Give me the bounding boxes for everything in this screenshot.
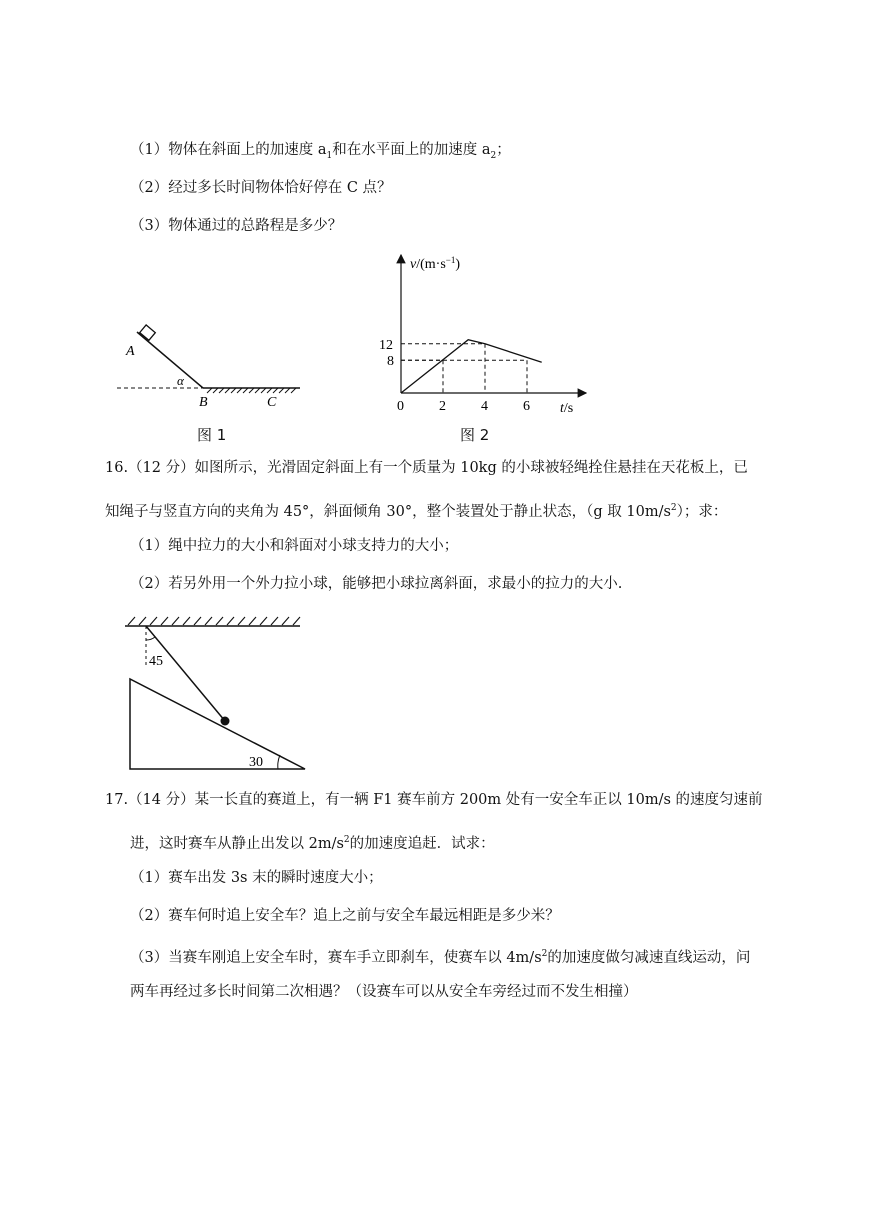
q17-sub2: （2）赛车何时追上安全车？追上之前与安全车最远相距是多少米？ bbox=[130, 908, 560, 924]
subscript-2: 2 bbox=[490, 150, 497, 161]
x-axis-label: t/s bbox=[560, 401, 574, 416]
q17-sub3-text: （3）当赛车刚追上安全车时，赛车手立即刹车，使赛车以 4m/s bbox=[130, 949, 542, 966]
q16-line2 bbox=[105, 498, 727, 522]
label-alpha: α bbox=[177, 373, 184, 388]
y-tick-label: 8 bbox=[387, 354, 394, 370]
superscript-2: 2 bbox=[670, 503, 677, 513]
y-axis-label: $v/(m\cdot s^{-1})$ bbox=[410, 255, 461, 272]
angle-arc-45 bbox=[146, 637, 155, 640]
angle-arc-30 bbox=[278, 755, 280, 769]
q15-sub1-text-mid: 和在水平面上的加速度 a bbox=[332, 142, 491, 158]
q17-line2-text: 进，这时赛车从静止出发以 2m/s bbox=[130, 835, 344, 852]
figure-2-caption: 图 2 bbox=[460, 426, 490, 444]
ball bbox=[221, 717, 230, 726]
label-B: B bbox=[199, 395, 208, 410]
x-tick-label: 6 bbox=[523, 399, 530, 414]
figure-1-caption: 图 1 bbox=[197, 426, 227, 444]
q16-sub1: （1）绳中拉力的大小和斜面对小球支持力的大小； bbox=[130, 538, 459, 554]
block bbox=[140, 325, 156, 340]
q17-sub1: （1）赛车出发 3s 末的瞬时速度大小； bbox=[130, 870, 383, 886]
q16-line1: 16.（12 分）如图所示，光滑固定斜面上有一个质量为 10kg 的小球被轻绳拴住悬挂在天花板上，已 bbox=[105, 460, 748, 476]
incline-figure-1 bbox=[115, 320, 315, 415]
label-C: C bbox=[267, 395, 277, 410]
q16-sub2: （2）若另外用一个外力拉小球，能够把小球拉离斜面，求最小的拉力的大小. bbox=[130, 576, 623, 592]
q15-sub1-text-end: ； bbox=[496, 142, 511, 158]
q17-line1: 17.（14 分）某一长直的赛道上，有一辆 F1 赛车前方 200m 处有一安全车正以 10m/s 的速度匀速前 bbox=[105, 792, 763, 808]
x-tick-label: 4 bbox=[481, 399, 488, 414]
q15-sub1-text: （1）物体在斜面上的加速度 a bbox=[130, 142, 327, 158]
x-tick-label: 0 bbox=[397, 399, 404, 414]
x-tick-label: 2 bbox=[439, 399, 446, 414]
superscript-2: 2 bbox=[541, 949, 548, 959]
q15-sub2: （2）经过多长时间物体恰好停在 C 点？ bbox=[130, 180, 392, 196]
y-tick-label: 12 bbox=[379, 337, 393, 353]
q17-sub3-line2: 两车再经过多长时间第二次相遇？（设赛车可以从安全车旁经过而不发生相撞） bbox=[130, 984, 638, 1000]
q17-line2-end: 的加速度追赶．试求： bbox=[349, 835, 495, 852]
incline-triangle bbox=[130, 679, 305, 769]
q16-line2-text: 知绳子与竖直方向的夹角为 45°，斜面倾角 30°，整个装置处于静止状态，（g 取 10m/s bbox=[105, 503, 671, 520]
ball-incline-figure bbox=[122, 612, 307, 774]
q15-sub3: （3）物体通过的总路程是多少？ bbox=[130, 218, 343, 234]
incline-line bbox=[137, 332, 203, 388]
q17-sub3 bbox=[130, 944, 750, 968]
ceiling-hatching bbox=[128, 617, 300, 625]
q17-line2 bbox=[130, 830, 495, 854]
series-line bbox=[401, 340, 542, 393]
vt-chart bbox=[368, 250, 593, 418]
superscript-2: 2 bbox=[343, 835, 350, 845]
angle-label-30: 30 bbox=[249, 755, 263, 770]
q16-line2-end: ）；求： bbox=[676, 503, 728, 520]
q15-sub1 bbox=[130, 140, 511, 166]
label-A: A bbox=[126, 344, 135, 359]
angle-label-45: 45 bbox=[149, 654, 163, 669]
q17-sub3-end: 的加速度做匀减速直线运动，问 bbox=[547, 949, 751, 966]
subscript-1: 1 bbox=[326, 150, 333, 161]
